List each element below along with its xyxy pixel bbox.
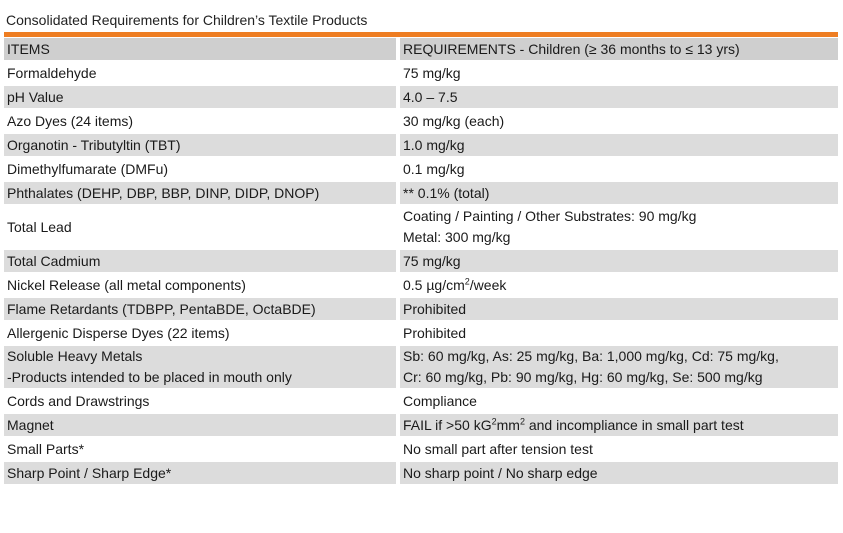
requirement-text: Prohibited — [403, 301, 467, 317]
table-row — [4, 389, 838, 413]
requirement-text: and incompliance in small part test — [524, 417, 744, 433]
requirement-cell — [398, 389, 838, 413]
requirement-text: 0.1 mg/kg — [403, 161, 465, 177]
requirement-cell — [398, 109, 838, 133]
table-body — [4, 61, 838, 485]
accent-divider — [4, 32, 838, 37]
item-text: Cords and Drawstrings — [7, 393, 150, 409]
table-row — [4, 205, 838, 249]
requirement-text: FAIL if >50 kG — [403, 417, 492, 433]
item-text: Sharp Point / Sharp Edge* — [7, 465, 172, 481]
item-cell — [4, 389, 398, 413]
requirement-cell — [398, 437, 838, 461]
requirement-text: mm — [496, 417, 520, 433]
item-cell — [4, 157, 398, 181]
table-row — [4, 437, 838, 461]
item-text: Total Lead — [7, 219, 72, 235]
requirement-text: 0.5 µg/cm — [403, 277, 465, 293]
item-cell — [4, 273, 398, 297]
item-text: Total Cadmium — [7, 253, 101, 269]
superscript-text: 2 — [464, 276, 470, 287]
item-cell — [4, 61, 398, 85]
requirement-text: Compliance — [403, 393, 477, 409]
superscript-text: 2 — [491, 416, 497, 427]
requirement-text: 30 mg/kg (each) — [403, 113, 505, 129]
item-cell — [4, 321, 398, 345]
table-row — [4, 133, 838, 157]
table-row — [4, 297, 838, 321]
item-text: Flame Retardants (TDBPP, PentaBDE, OctaBDE) — [7, 301, 316, 317]
requirement-cell — [398, 345, 838, 389]
item-text: Soluble Heavy Metals — [7, 348, 143, 364]
requirement-text: Sb: 60 mg/kg, As: 25 mg/kg, Ba: 1,000 mg/kg, Cd: 75 mg/kg, — [403, 348, 779, 364]
superscript-text: 2 — [519, 416, 525, 427]
item-text: Azo Dyes (24 items) — [7, 113, 134, 129]
requirement-cell — [398, 157, 838, 181]
table-row — [4, 345, 838, 389]
item-text: pH Value — [7, 89, 64, 105]
item-cell — [4, 249, 398, 273]
item-text: Formaldehyde — [7, 65, 97, 81]
requirement-cell — [398, 297, 838, 321]
table-header-row — [4, 38, 838, 61]
table-row — [4, 85, 838, 109]
requirement-text: 75 mg/kg — [403, 253, 461, 269]
requirement-text: Coating / Painting / Other Substrates: 90 mg/kg — [403, 208, 697, 224]
requirement-text: No small part after tension test — [403, 441, 593, 457]
table-row — [4, 181, 838, 205]
table-row — [4, 61, 838, 85]
requirement-text: Prohibited — [403, 325, 467, 341]
header-requirements: REQUIREMENTS - Children (≥ 36 months to ≤ 13 yrs) — [398, 38, 838, 61]
item-cell — [4, 437, 398, 461]
requirement-text: 75 mg/kg — [403, 65, 461, 81]
item-cell — [4, 181, 398, 205]
header-items: ITEMS — [4, 38, 398, 61]
requirement-cell — [398, 461, 838, 485]
requirement-cell — [398, 321, 838, 345]
requirement-cell — [398, 133, 838, 157]
item-text: Phthalates (DEHP, DBP, BBP, DINP, DIDP, DNOP) — [7, 185, 320, 201]
requirement-text: 1.0 mg/kg — [403, 137, 465, 153]
table-row — [4, 321, 838, 345]
table-row — [4, 413, 838, 437]
item-cell — [4, 109, 398, 133]
requirement-cell — [398, 61, 838, 85]
item-text: Magnet — [7, 417, 54, 433]
document-title: Consolidated Requirements for Children’s Textile Products — [6, 12, 368, 28]
requirement-cell — [398, 249, 838, 273]
table-row — [4, 157, 838, 181]
item-text: Dimethylfumarate (DMFu) — [7, 161, 169, 177]
item-cell — [4, 133, 398, 157]
requirements-table — [4, 38, 838, 486]
requirement-cell — [398, 205, 838, 249]
requirement-text: Cr: 60 mg/kg, Pb: 90 mg/kg, Hg: 60 mg/kg, Se: 500 mg/kg — [403, 369, 763, 385]
table-row — [4, 273, 838, 297]
item-cell — [4, 205, 398, 249]
item-text: Allergenic Disperse Dyes (22 items) — [7, 325, 230, 341]
requirement-cell — [398, 181, 838, 205]
table-row — [4, 249, 838, 273]
requirement-cell — [398, 85, 838, 109]
requirement-text: 4.0 – 7.5 — [403, 89, 458, 105]
item-text: Nickel Release (all metal components) — [7, 277, 246, 293]
requirement-cell — [398, 273, 838, 297]
item-cell — [4, 345, 398, 389]
item-text: -Products intended to be placed in mouth only — [7, 369, 292, 385]
requirement-text: Metal: 300 mg/kg — [403, 229, 511, 245]
item-cell — [4, 413, 398, 437]
requirement-cell — [398, 413, 838, 437]
item-cell — [4, 85, 398, 109]
requirement-text: No sharp point / No sharp edge — [403, 465, 598, 481]
requirement-text: ** 0.1% (total) — [403, 185, 490, 201]
item-cell — [4, 297, 398, 321]
item-text: Small Parts* — [7, 441, 85, 457]
table-row — [4, 109, 838, 133]
item-cell — [4, 461, 398, 485]
requirement-text: /week — [469, 277, 507, 293]
table-row — [4, 461, 838, 485]
item-text: Organotin - Tributyltin (TBT) — [7, 137, 181, 153]
